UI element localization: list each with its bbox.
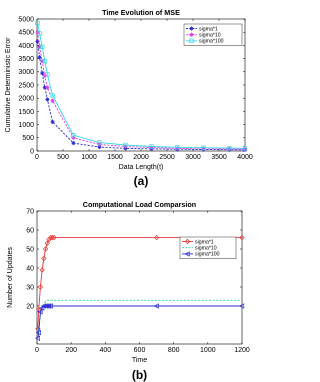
x-tick-label: 2500 (159, 154, 175, 161)
y-tick-label: 500 (22, 135, 34, 143)
y-tick-label: 5000 (18, 16, 34, 24)
chart-title: Time Evolution of MSE (102, 8, 180, 17)
chart-a (5, 8, 253, 188)
legend-marker (189, 33, 193, 37)
x-tick-label: 2000 (133, 154, 149, 161)
y-tick-label: 20 (26, 303, 34, 311)
y-axis-label: Cumulative Deterministic Error (5, 37, 12, 133)
x-tick-label: 1200 (234, 347, 250, 354)
data-point (71, 141, 75, 145)
data-point (51, 120, 55, 124)
x-tick-label: 4000 (237, 154, 253, 161)
chart-b (7, 200, 250, 382)
y-tick-label: 1000 (18, 122, 34, 129)
y-tick-label: 2500 (18, 82, 34, 90)
x-tick-label: 400 (99, 347, 112, 354)
y-tick-label: 70 (26, 208, 34, 216)
x-tick-label: 3000 (185, 154, 201, 161)
plot-area (37, 211, 242, 344)
legend-label: sigma*100 (195, 251, 220, 258)
x-tick-label: 1000 (81, 154, 97, 161)
x-tick-label: 1500 (107, 154, 123, 161)
x-tick-label: 200 (65, 347, 78, 354)
y-tick-label: 40 (26, 265, 34, 273)
x-tick-label: 0 (35, 154, 39, 161)
x-tick-label: 600 (133, 347, 146, 354)
y-tick-label: 3000 (18, 69, 34, 77)
data-point (45, 86, 49, 90)
y-tick-label: 0 (30, 148, 34, 156)
x-axis-label: Data Length(t) (118, 164, 164, 171)
legend-label: sigma*1 (199, 26, 218, 33)
y-tick-label: 4500 (18, 29, 34, 37)
legend-label: sigma*10 (195, 245, 217, 252)
x-tick-label: 3500 (211, 154, 227, 161)
y-tick-label: 30 (26, 284, 34, 292)
y-tick-label: 60 (26, 227, 34, 235)
data-point (43, 74, 47, 78)
y-tick-label: 4000 (18, 42, 34, 50)
y-tick-label: 3500 (18, 56, 34, 63)
x-tick-label: 0 (35, 347, 39, 354)
x-tick-label: 800 (167, 347, 180, 354)
figure-caption: (a) (133, 174, 149, 188)
x-axis-label: Time (131, 357, 148, 364)
figure-caption: (b) (131, 368, 148, 382)
legend-label: sigma*100 (199, 38, 224, 45)
y-tick-label: 50 (26, 246, 34, 254)
y-axis-label: Number of Updates (7, 247, 14, 308)
legend-label: sigma*10 (199, 32, 221, 39)
y-tick-label: 2000 (18, 95, 34, 103)
x-tick-label: 1000 (200, 347, 216, 354)
chart-title: Computational Load Comparsion (82, 200, 197, 209)
legend-label: sigma*1 (195, 239, 214, 246)
x-tick-label: 500 (57, 154, 69, 161)
y-tick-label: 1500 (18, 108, 34, 116)
